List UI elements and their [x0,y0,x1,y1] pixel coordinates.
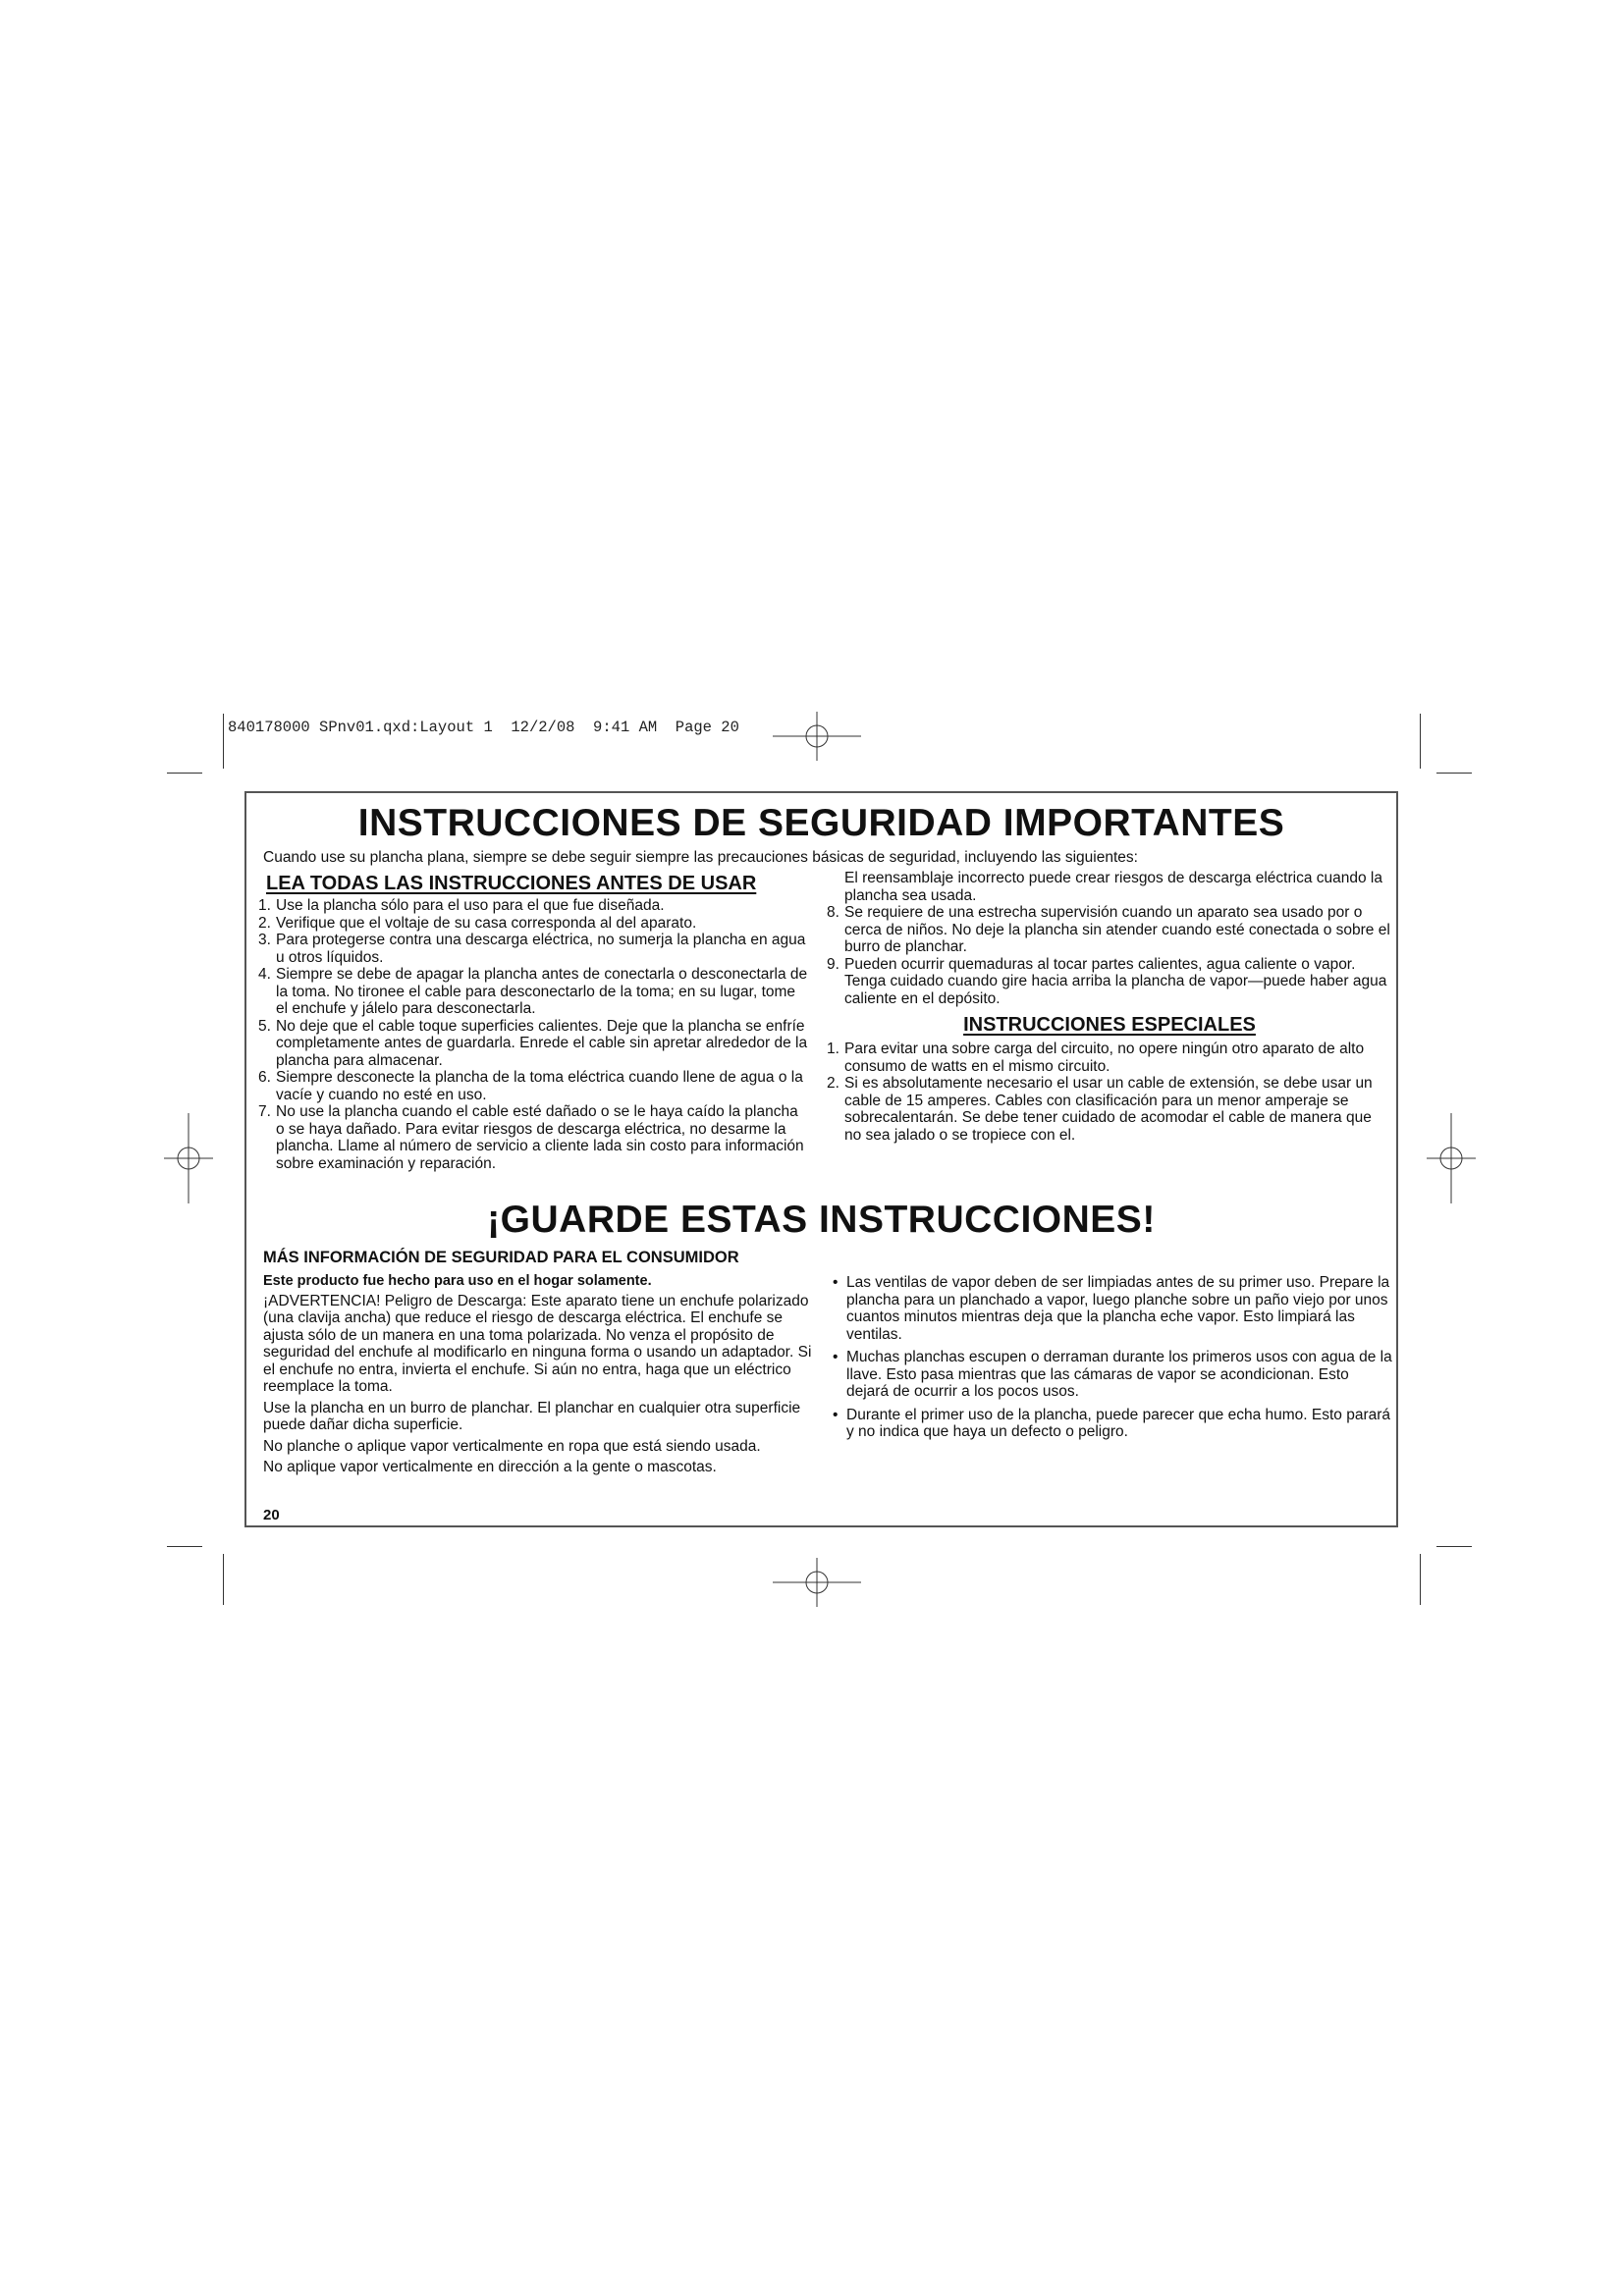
content-panel [244,791,1398,1527]
consumer-info [263,1248,813,1480]
list-item [258,966,808,1018]
page-number: 20 [263,1507,280,1523]
list-item [258,1069,808,1103]
list-item [258,1103,808,1172]
list-item [258,915,808,933]
item-number: 9. [827,955,839,973]
list-item [827,1075,1392,1144]
item-number: 8. [827,904,839,921]
crop-mark [167,773,202,774]
safety-list-continued [827,904,1392,1007]
bullet-text: Las ventilas de vapor deben de ser limpiadas antes de su primer uso. Prepare la plancha para un planchado a vapor, luego planche sobre un paño viejo por unos cuantos minutos mientras deja que la plancha eche vapor. Esto limpiará las ventilas. [846,1274,1390,1343]
bullet-icon: • [833,1406,839,1423]
list-item [827,1041,1392,1075]
registration-mark-bottom [773,1558,861,1607]
item-number: 2. [258,914,271,932]
item-number: 7. [258,1103,271,1120]
item-text: No use la plancha cuando el cable esté dañado o se le haya caído la plancha o se haya dañado. Para evitar riesgos de descarga eléctrica, no desarme la plancha. Llame al número de servicio a cliente lada sin costo para información sobre examinación y reparación. [276,1103,804,1172]
registration-mark-left [164,1113,213,1203]
intro-text: Cuando use su plancha plana, siempre se debe seguir siempre las precauciones básicas de seguridad, incluyendo las siguientes: [263,849,1138,866]
save-instructions-heading: ¡GUARDE ESTAS INSTRUCCIONES! [487,1199,1156,1241]
consumer-heading: MÁS INFORMACIÓN DE SEGURIDAD PARA EL CONSUMIDOR [263,1249,739,1266]
list-item [258,932,808,966]
file-slug: 840178000 SPnv01.qxd:Layout 1 12/2/08 9:41 AM Page 20 [228,719,739,736]
special-heading: INSTRUCCIONES ESPECIALES [963,1014,1256,1036]
warning-label: ¡ADVERTENCIA [263,1292,377,1309]
item-text: Siempre desconecte la plancha de la toma eléctrica cuando llene de agua o la vacíe y cuando no esté en uso. [276,1069,803,1103]
crop-mark [1420,1554,1421,1605]
list-item [833,1274,1392,1343]
list-item [827,904,1392,956]
consumer-paragraph: No planche o aplique vapor verticalmente en ropa que está siendo usada. [263,1437,761,1455]
item-number: 1. [258,897,271,914]
crop-mark [1436,1546,1472,1547]
read-all-heading: LEA TODAS LAS INSTRUCCIONES ANTES DE USAR [266,873,757,894]
crop-mark [223,1554,224,1605]
item-number: 5. [258,1017,271,1035]
bullet-text: Muchas planchas escupen o derraman durante los primeros usos con agua de la llave. Esto pasa mientras que las cámaras de vapor se acondicionan. Esto dejará de ocurrir a los pocos usos. [846,1349,1392,1400]
special-list [827,1041,1392,1144]
bullet-icon: • [833,1274,839,1291]
list-item [827,956,1392,1008]
item-text: Si es absolutamente necesario el usar un cable de extensión, se debe usar un cable de 15 amperes. Cables con clasificación para un menor amperaje se sobrecalentarán. Se debe tener cuidado de acomodar el cable de manera que no sea jalado o se tropiece con el. [844,1075,1373,1144]
list-item [258,897,808,915]
crop-mark [223,714,224,769]
list-item [258,1018,808,1070]
bullet-icon: • [833,1349,839,1365]
consumer-paragraph: No aplique vapor verticalmente en dirección a la gente o mascotas. [263,1459,717,1475]
left-column [258,872,808,1172]
item-number: 6. [258,1069,271,1086]
bullet-text: Durante el primer uso de la plancha, puede parecer que echa humo. Esto parará y no indica que haya un defecto o peligro. [846,1406,1391,1440]
registration-mark-right [1427,1113,1476,1203]
item-number: 2. [827,1075,839,1092]
item-text: No deje que el cable toque superficies calientes. Deje que la plancha se enfríe completamente antes de guardarla. Enrede el cable sin apretar alrededor de la plancha para almacenar. [276,1017,808,1069]
bullet-list [833,1274,1392,1447]
warning-paragraph [263,1293,813,1396]
item-text: Siempre se debe de apagar la plancha antes de conectarla o desconectarla de la toma. No tironee el cable para desconectarlo de la toma; en su lugar, tome el enchufe y jálelo para desconectarla. [276,966,808,1017]
list-item [833,1349,1392,1401]
item-text: Use la plancha sólo para el uso para el que fue diseñada. [276,897,665,914]
safety-list [258,897,808,1172]
warning-text: ! Peligro de Descarga: Este aparato tiene un enchufe polarizado (una clavija ancha) que reduce el riesgo de descarga eléctrica. El enchufe se ajusta sólo de un manera en una toma polarizada. No venza el propósito de seguridad del enchufe al modificarlo en ninguna forma o usando un adaptador. Si el enchufe no entra, invierta el enchufe. Si aún no entra, haga que un eléctrico reemplace la toma. [263,1292,812,1395]
item-number: 4. [258,966,271,983]
page-title: INSTRUCCIONES DE SEGURIDAD IMPORTANTES [357,802,1285,844]
item-text: Pueden ocurrir quemaduras al tocar partes calientes, agua caliente o vapor. Tenga cuidado cuando gire hacia arriba la plancha de vapor—puede haber agua caliente en el depósito. [844,955,1387,1007]
crop-mark [167,1546,202,1547]
list-item [833,1407,1392,1441]
item-text: Se requiere de una estrecha supervisión cuando un aparato sea usado por o cerca de niños. No deje la plancha sin atender cuando esté conectada o sobre el burro de planchar. [844,904,1390,955]
item-number: 3. [258,932,271,948]
crop-mark [1436,773,1472,774]
household-line: Este producto fue hecho para uso en el hogar solamente. [263,1273,652,1289]
item-text: Para evitar una sobre carga del circuito, no opere ningún otro aparato de alto consumo de watts en el mismo circuito. [844,1041,1365,1075]
consumer-paragraph: Use la plancha en un burro de planchar. El planchar en cualquier otra superficie puede dañar dicha superficie. [263,1399,801,1433]
registration-mark-top [773,712,861,761]
item-text: Verifique que el voltaje de su casa corresponda al del aparato. [276,914,697,932]
crop-mark [1420,714,1421,769]
item-text: Para protegerse contra una descarga eléctrica, no sumerja la plancha en agua u otros líquidos. [276,932,806,966]
item-number: 1. [827,1041,839,1057]
right-column [827,870,1392,1144]
item7-continuation: El reensamblaje incorrecto puede crear riesgos de descarga eléctrica cuando la plancha sea usada. [844,870,1382,904]
